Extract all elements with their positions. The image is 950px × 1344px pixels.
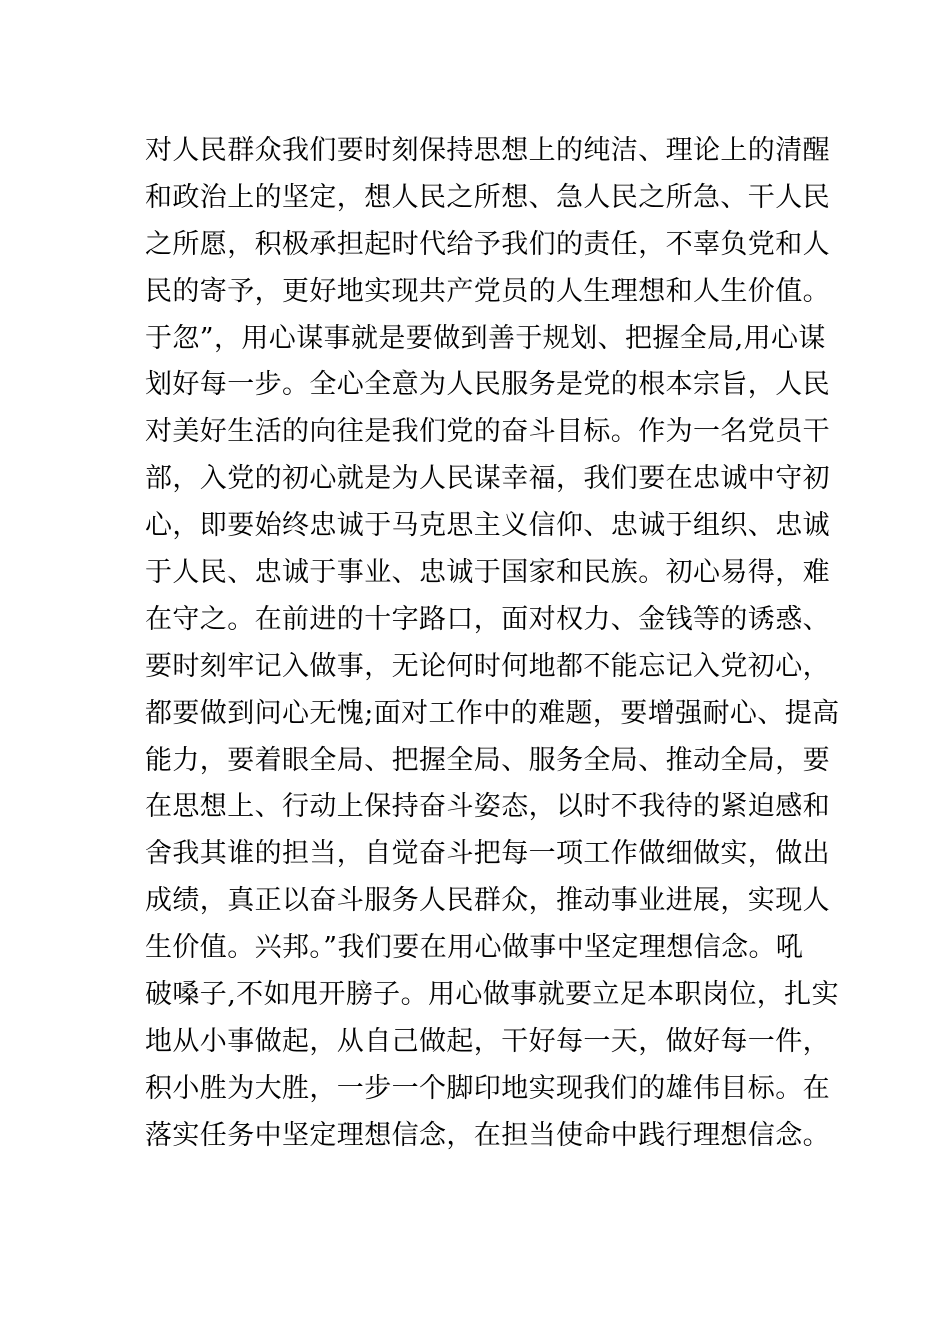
text-line: 民的寄予，更好地实现共产党员的人生理想和人生价值。 (145, 275, 830, 307)
text-line: 都要做到问心无愧;面对工作中的难题，要增强耐心、提高 (145, 697, 840, 729)
text-line: 于人民、忠诚于事业、忠诚于国家和民族。初心易得，难 (145, 557, 830, 589)
text-line: 在守之。在前进的十字路口，面对权力、金钱等的诱惑、 (145, 603, 830, 635)
text-line: 心，即要始终忠诚于马克思主义信仰、忠诚于组织、忠诚 (145, 510, 830, 542)
text-line: 成绩，真正以奋斗服务人民群众，推动事业进展，实现人 (145, 885, 830, 917)
text-line: 能力，要着眼全局、把握全局、服务全局、推动全局，要 (145, 744, 830, 776)
text-line: 对美好生活的向往是我们党的奋斗目标。作为一名党员干 (145, 416, 830, 448)
text-line: 积小胜为大胜，一步一个脚印地实现我们的雄伟目标。在 (145, 1072, 830, 1104)
text-line: 生价值。兴邦。”我们要在用心做事中坚定理想信念。吼 (145, 932, 804, 964)
body-paragraph (145, 128, 840, 1160)
text-line: 和政治上的坚定，想人民之所想、急人民之所急、干人民 (145, 181, 830, 213)
text-line: 落实任务中坚定理想信念，在担当使命中践行理想信念。 (145, 1119, 830, 1151)
text-line: 于忽”，用心谋事就是要做到善于规划、把握全局,用心谋 (145, 322, 826, 354)
text-line: 部，入党的初心就是为人民谋幸福，我们要在忠诚中守初 (145, 463, 830, 495)
text-line: 舍我其谁的担当，自觉奋斗把每一项工作做细做实，做出 (145, 838, 830, 870)
text-line: 划好每一步。全心全意为人民服务是党的根本宗旨，人民 (145, 369, 830, 401)
text-line: 要时刻牢记入做事，无论何时何地都不能忘记入党初心， (145, 650, 830, 682)
text-line: 在思想上、行动上保持奋斗姿态，以时不我待的紧迫感和 (145, 791, 830, 823)
text-line: 对人民群众我们要时刻保持思想上的纯洁、理论上的清醒 (145, 135, 830, 166)
text-line: 地从小事做起，从自己做起，干好每一天，做好每一件， (145, 1025, 830, 1057)
text-line: 破嗓子,不如甩开膀子。用心做事就要立足本职岗位，扎实 (145, 979, 839, 1011)
text-line: 之所愿，积极承担起时代给予我们的责任，不辜负党和人 (145, 228, 830, 260)
